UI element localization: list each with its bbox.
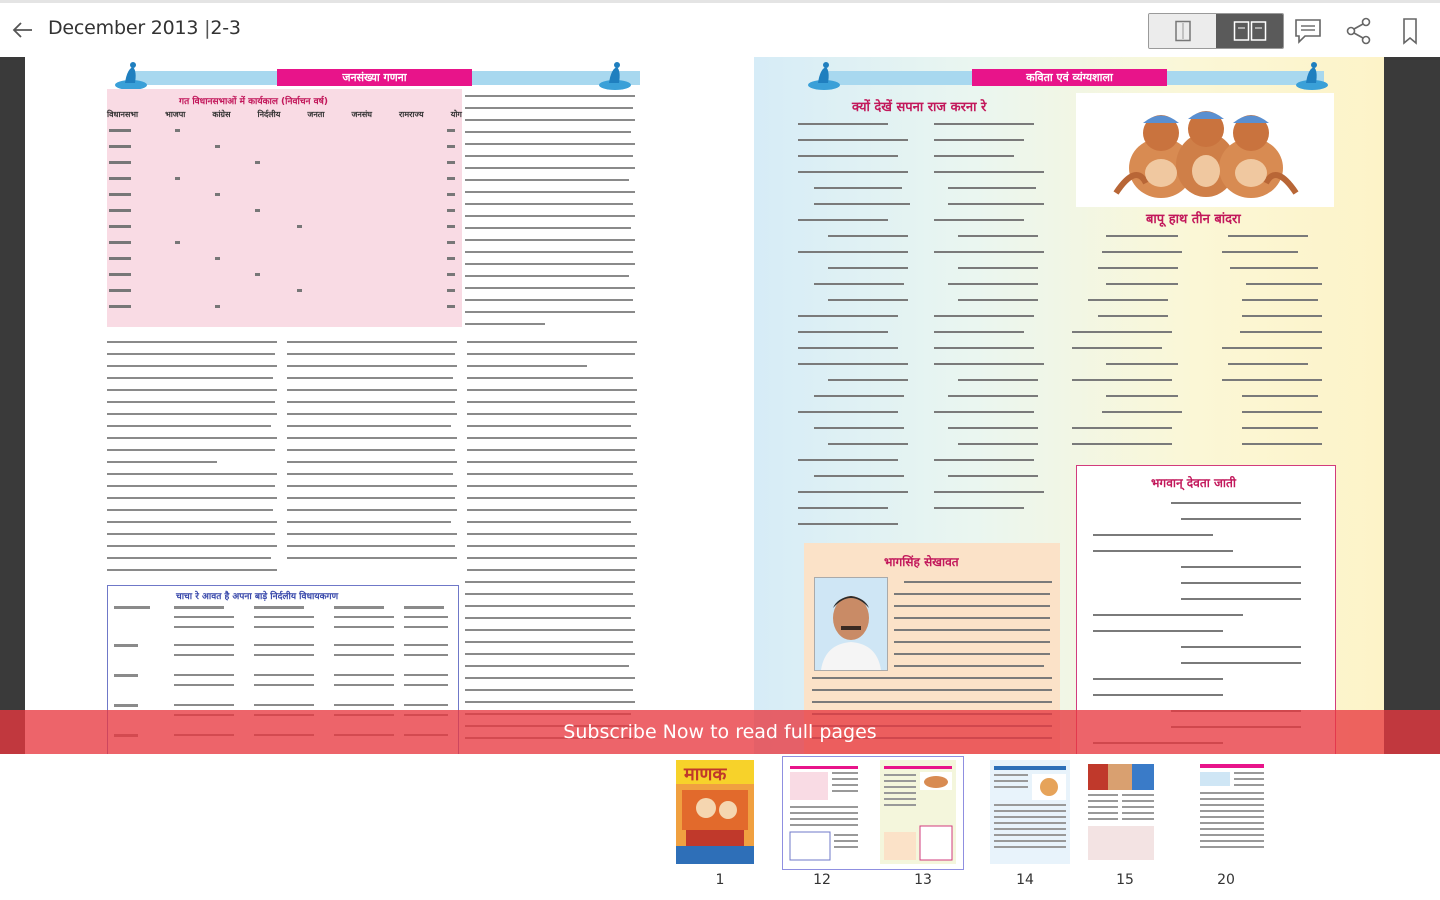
thumbnail-label: 12 [813,872,831,888]
three-monkeys-illustration [1076,93,1334,207]
issue-title: December 2013 [48,17,199,39]
poem-text [1072,233,1334,463]
double-page-icon [1233,20,1267,42]
table-column-header: निर्दलीय [257,110,281,119]
thumbnail-page-15[interactable] [1086,760,1156,864]
share-icon[interactable] [1343,15,1375,47]
table-column-header: योग [450,110,462,119]
poet-name: भागसिंह सेखावत [884,555,959,569]
stats-table-rows [107,125,462,325]
page-thumbnail-image [990,760,1070,864]
left-page[interactable] [25,57,650,754]
box-title: चाचा रे आवत है अपना बाड़े निर्दलीय विधायकगण [176,592,339,602]
cover-masthead: माणक [684,764,727,785]
page-range: 2-3 [210,17,241,39]
right-page-header: कविता एवं व्यंग्यशाला [972,69,1167,86]
thumbnail-label: 20 [1217,872,1235,888]
poet-portrait [814,577,888,671]
table-column-header: विधानसभा [107,110,139,119]
subscribe-banner[interactable] [0,710,1440,754]
poem-title: भगवान् देवता जाती [1151,476,1236,490]
poem-text [798,121,1068,541]
title-separator: | [204,17,211,39]
page-thumbnail-image [786,760,862,864]
logo-figure-icon [113,59,149,91]
logo-figure-icon [1294,59,1330,91]
table-column-header: कांग्रेस [212,110,231,119]
thumbnail-label: 13 [914,872,932,888]
page-thumbnail-strip [0,754,1440,900]
thumbnail-page-14[interactable] [990,760,1070,864]
thumbnail-page-13[interactable] [880,760,956,864]
stats-table [107,89,462,327]
thumbnail-page-1[interactable] [676,760,754,864]
page-thumbnail-image [1198,760,1266,864]
article-text-column [465,93,637,333]
single-page-view-button[interactable] [1149,14,1216,48]
page-title [48,17,241,39]
table-column-header: रामराज्य [398,110,424,119]
poem-title: बापू हाथ तीन बांदरा [1146,212,1241,227]
top-toolbar [0,3,1440,57]
logo-figure-icon [806,59,842,91]
double-page-view-button[interactable] [1216,14,1283,48]
back-arrow-icon[interactable] [8,15,38,45]
page-thumbnail-image [880,760,956,864]
table-column-header: जनता [307,110,325,119]
poem-title: क्यों देखें सपना राज करना रे [852,100,987,115]
right-page[interactable] [754,57,1384,754]
bookmark-icon[interactable] [1394,15,1426,47]
single-page-icon [1174,20,1192,42]
table-column-header: जनसंघ [351,110,372,119]
stats-table-title: गत विधानसभाओं में कार्यकाल (निर्वाचन वर्ष) [179,97,328,107]
left-page-header: जनसंख्या गणना [277,69,472,86]
thumbnail-label: 1 [715,872,725,888]
view-mode-toggle [1148,13,1284,49]
magazine-reader[interactable] [0,57,1440,754]
logo-figure-icon [597,59,633,91]
thumbnail-label: 15 [1116,872,1134,888]
page-thumbnail-image [1086,760,1156,864]
comment-icon[interactable] [1292,15,1324,47]
thumbnail-page-12[interactable] [786,760,862,864]
article-text-body [107,337,637,582]
table-column-header: भाजपा [165,110,186,119]
page-spine-gap [650,57,754,754]
stats-table-header [107,109,462,120]
subscribe-banner-text: Subscribe Now to read full pages [563,721,877,743]
thumbnail-page-20[interactable] [1198,760,1266,864]
thumbnail-label: 14 [1016,872,1034,888]
